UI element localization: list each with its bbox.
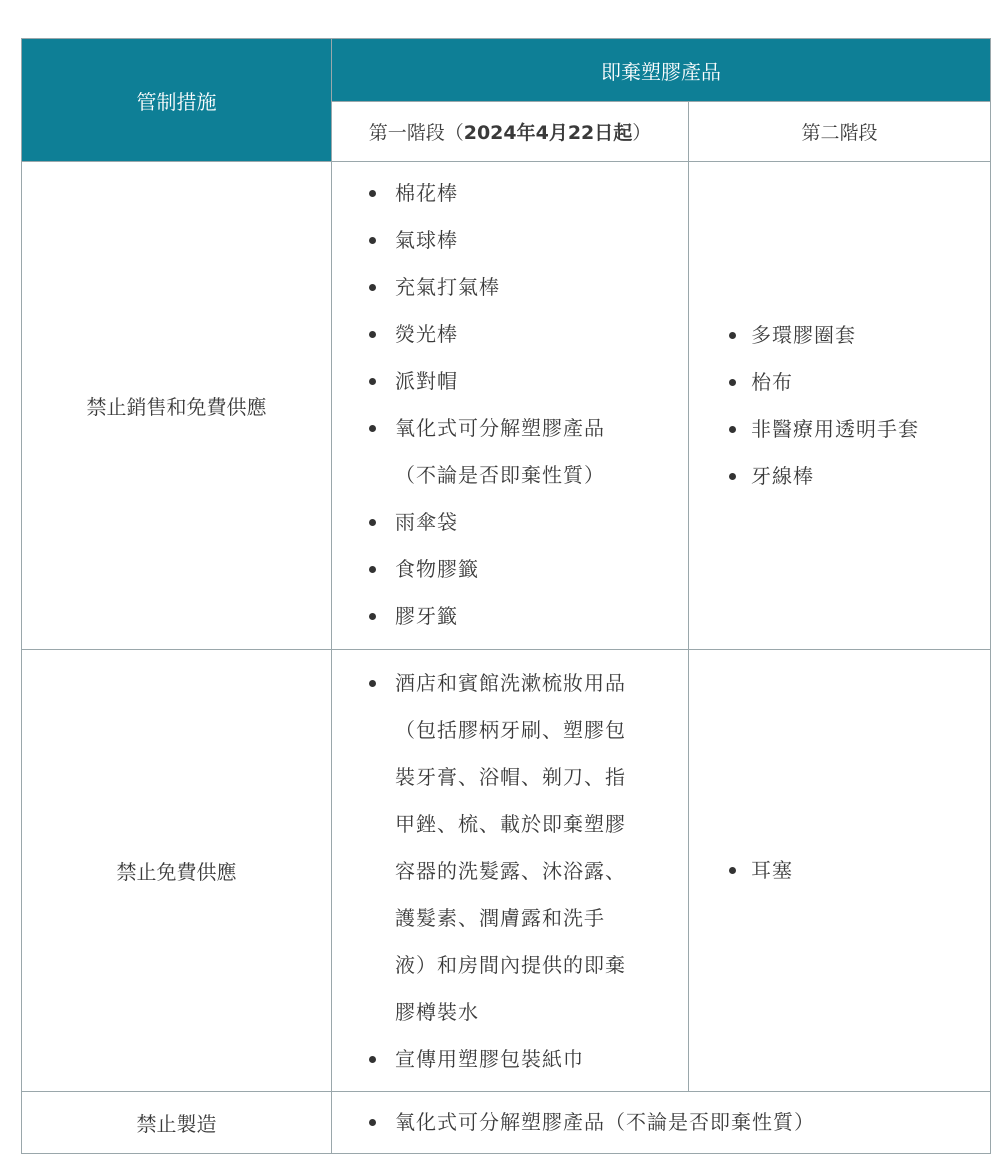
list-item: 食物膠籤 bbox=[332, 546, 688, 593]
table-row bbox=[22, 1092, 991, 1154]
list-item-continuation: 容器的洗髮露、沐浴露、 bbox=[395, 859, 626, 883]
header-stage-2: 第二階段 bbox=[689, 102, 991, 162]
list-item: 氧化式可分解塑膠產品（不論是否即棄性質） bbox=[332, 1099, 990, 1146]
item-list bbox=[332, 1099, 990, 1146]
bullet-icon bbox=[369, 1119, 376, 1126]
bullet-icon bbox=[369, 613, 376, 620]
bullet-icon bbox=[729, 473, 736, 480]
header-stage-1 bbox=[332, 102, 689, 162]
bullet-icon bbox=[369, 190, 376, 197]
list-item-continuation: 護髮素、潤膚露和洗手 bbox=[395, 906, 605, 930]
list-item-continuation: 液）和房間內提供的即棄 bbox=[395, 953, 626, 977]
header-product-group: 即棄塑膠產品 bbox=[332, 39, 991, 102]
bullet-icon bbox=[729, 867, 736, 874]
item-list bbox=[689, 847, 990, 894]
list-item-continuation: （不論是否即棄性質） bbox=[395, 463, 605, 487]
bullet-icon bbox=[369, 237, 376, 244]
measure-cell: 禁止免費供應 bbox=[22, 650, 332, 1092]
list-item-continuation: （包括膠柄牙刷、塑膠包 bbox=[395, 718, 626, 742]
list-item-continuation: 甲銼、梳、載於即棄塑膠 bbox=[395, 812, 626, 836]
stage-2-cell bbox=[689, 162, 991, 650]
bullet-icon bbox=[729, 379, 736, 386]
bullet-icon bbox=[369, 680, 376, 687]
list-item: 氣球棒 bbox=[332, 217, 688, 264]
bullet-icon bbox=[369, 1056, 376, 1063]
list-item: 多環膠圈套 bbox=[689, 312, 990, 359]
measure-cell: 禁止銷售和免費供應 bbox=[22, 162, 332, 650]
header-measure: 管制措施 bbox=[22, 39, 332, 162]
stage-1-cell bbox=[332, 162, 689, 650]
list-item: 非醫療用透明手套 bbox=[689, 406, 990, 453]
item-list bbox=[689, 312, 990, 500]
stage-2-cell bbox=[689, 650, 991, 1092]
list-item: 棉花棒 bbox=[332, 170, 688, 217]
list-item: 牙線棒 bbox=[689, 453, 990, 500]
measure-cell: 禁止製造 bbox=[22, 1092, 332, 1154]
list-item: 酒店和賓館洗漱梳妝用品 bbox=[332, 660, 688, 707]
table-row bbox=[22, 650, 991, 1092]
stage-1-date: 2024年4月22日起 bbox=[463, 122, 633, 144]
bullet-icon bbox=[729, 332, 736, 339]
list-item-continuation: 裝牙膏、浴帽、剃刀、指 bbox=[395, 765, 626, 789]
regulation-table bbox=[21, 38, 991, 1154]
list-item: 宣傳用塑膠包裝紙巾 bbox=[332, 1036, 688, 1083]
list-item: 氧化式可分解塑膠產品 bbox=[332, 405, 688, 452]
bullet-icon bbox=[369, 331, 376, 338]
bullet-icon bbox=[369, 284, 376, 291]
list-item: 雨傘袋 bbox=[332, 499, 688, 546]
list-item-continuation: 膠樽裝水 bbox=[395, 1000, 479, 1024]
combined-stage-cell bbox=[332, 1092, 991, 1154]
list-item: 派對帽 bbox=[332, 358, 688, 405]
list-item: 枱布 bbox=[689, 359, 990, 406]
item-list bbox=[332, 162, 688, 648]
stage-1-prefix: 第一階段（ bbox=[368, 122, 464, 144]
bullet-icon bbox=[369, 425, 376, 432]
bullet-icon bbox=[369, 378, 376, 385]
list-item: 耳塞 bbox=[689, 847, 990, 894]
stage-1-cell bbox=[332, 650, 689, 1092]
bullet-icon bbox=[369, 519, 376, 526]
table-row bbox=[22, 162, 991, 650]
list-item: 充氣打氣棒 bbox=[332, 264, 688, 311]
bullet-icon bbox=[729, 426, 736, 433]
stage-1-suffix: ） bbox=[632, 122, 652, 144]
item-list bbox=[332, 650, 688, 1091]
list-item: 熒光棒 bbox=[332, 311, 688, 358]
bullet-icon bbox=[369, 566, 376, 573]
list-item: 膠牙籤 bbox=[332, 593, 688, 640]
